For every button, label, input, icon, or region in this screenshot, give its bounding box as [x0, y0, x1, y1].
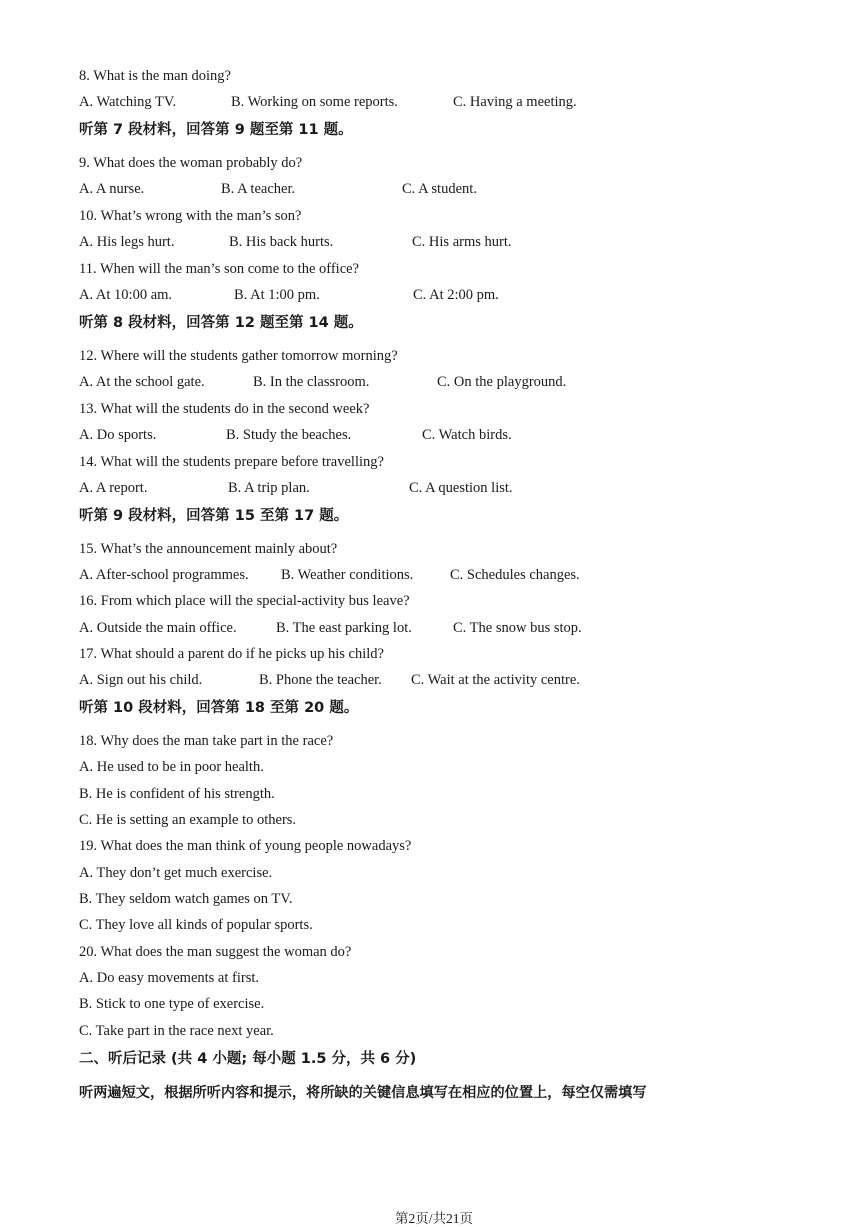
question-20-option-a: A. Do easy movements at first.	[79, 970, 260, 986]
question-19-option-b: B. They seldom watch games on TV.	[79, 891, 293, 907]
option-c: C. His arms hurt.	[412, 234, 512, 250]
option-a: A. At the school gate.	[79, 374, 205, 390]
option-b: B. A trip plan.	[228, 480, 310, 496]
question-13-stem: 13. What will the students do in the second week?	[79, 401, 370, 417]
option-c: C. At 2:00 pm.	[413, 287, 499, 303]
question-19-option-a: A. They don’t get much exercise.	[79, 865, 273, 881]
option-a: A. His legs hurt.	[79, 234, 175, 250]
option-a: A. Watching TV.	[79, 94, 177, 110]
question-9-stem: 9. What does the woman probably do?	[79, 155, 303, 171]
option-a: A. A report.	[79, 480, 148, 496]
option-c: C. Wait at the activity centre.	[411, 672, 580, 688]
option-b: B. Weather conditions.	[281, 567, 414, 583]
option-a: A. At 10:00 am.	[79, 287, 173, 303]
option-b: B. At 1:00 pm.	[234, 287, 320, 303]
page-number: 第2页/共21页	[394, 1211, 473, 1226]
question-19-stem: 19. What does the man think of young people nowadays?	[79, 838, 412, 854]
option-b: B. A teacher.	[221, 181, 296, 197]
question-19-option-c: C. They love all kinds of popular sports.	[79, 917, 313, 933]
option-c: C. A question list.	[409, 480, 513, 496]
question-20-option-b: B. Stick to one type of exercise.	[79, 996, 265, 1012]
option-c: C. Watch birds.	[422, 427, 512, 443]
option-b: B. Study the beaches.	[226, 427, 352, 443]
question-11-stem: 11. When will the man’s son come to the office?	[79, 261, 359, 277]
option-c: C. Schedules changes.	[450, 567, 580, 583]
question-20-option-c: C. Take part in the race next year.	[79, 1023, 274, 1039]
section-two-instruction: 听两遍短文，根据所听内容和提示，将所缺的关键信息填写在相应的位置上，每空仅需填写	[79, 1085, 647, 1101]
section-heading-10: 听第 10 段材料，回答第 18 至第 20 题。	[79, 700, 359, 716]
option-a: A. Do sports.	[79, 427, 157, 443]
question-17-stem: 17. What should a parent do if he picks up his child?	[79, 646, 384, 662]
section-two-heading: 二、听后记录 (共 4 小题; 每小题 1.5 分，共 6 分)	[79, 1051, 417, 1067]
option-a: A. Sign out his child.	[79, 672, 203, 688]
question-16-stem: 16. From which place will the special-activity bus leave?	[79, 593, 410, 609]
question-15-stem: 15. What’s the announcement mainly about?	[79, 541, 338, 557]
option-a: A. Outside the main office.	[79, 620, 237, 636]
question-10-stem: 10. What’s wrong with the man’s son?	[79, 208, 302, 224]
question-12-stem: 12. Where will the students gather tomorrow morning?	[79, 348, 398, 364]
option-a: A. A nurse.	[79, 181, 145, 197]
question-18-stem: 18. Why does the man take part in the race?	[79, 733, 334, 749]
section-heading-7: 听第 7 段材料，回答第 9 题至第 11 题。	[79, 122, 353, 138]
option-b: B. The east parking lot.	[276, 620, 412, 636]
section-heading-9: 听第 9 段材料，回答第 15 至第 17 题。	[79, 508, 349, 524]
option-c: C. Having a meeting.	[453, 94, 577, 110]
option-b: B. His back hurts.	[229, 234, 334, 250]
option-b: B. Working on some reports.	[231, 94, 398, 110]
question-18-option-b: B. He is confident of his strength.	[79, 786, 275, 802]
option-c: C. On the playground.	[437, 374, 567, 390]
question-20-stem: 20. What does the man suggest the woman do?	[79, 944, 352, 960]
question-14-stem: 14. What will the students prepare before travelling?	[79, 454, 384, 470]
section-heading-8: 听第 8 段材料，回答第 12 题至第 14 题。	[79, 315, 363, 331]
question-18-option-a: A. He used to be in poor health.	[79, 759, 264, 775]
option-a: A. After-school programmes.	[79, 567, 249, 583]
option-c: C. A student.	[402, 181, 477, 197]
option-c: C. The snow bus stop.	[453, 620, 582, 636]
option-b: B. In the classroom.	[253, 374, 370, 390]
question-18-option-c: C. He is setting an example to others.	[79, 812, 297, 828]
question-8-stem: 8. What is the man doing?	[79, 68, 231, 84]
option-b: B. Phone the teacher.	[259, 672, 382, 688]
